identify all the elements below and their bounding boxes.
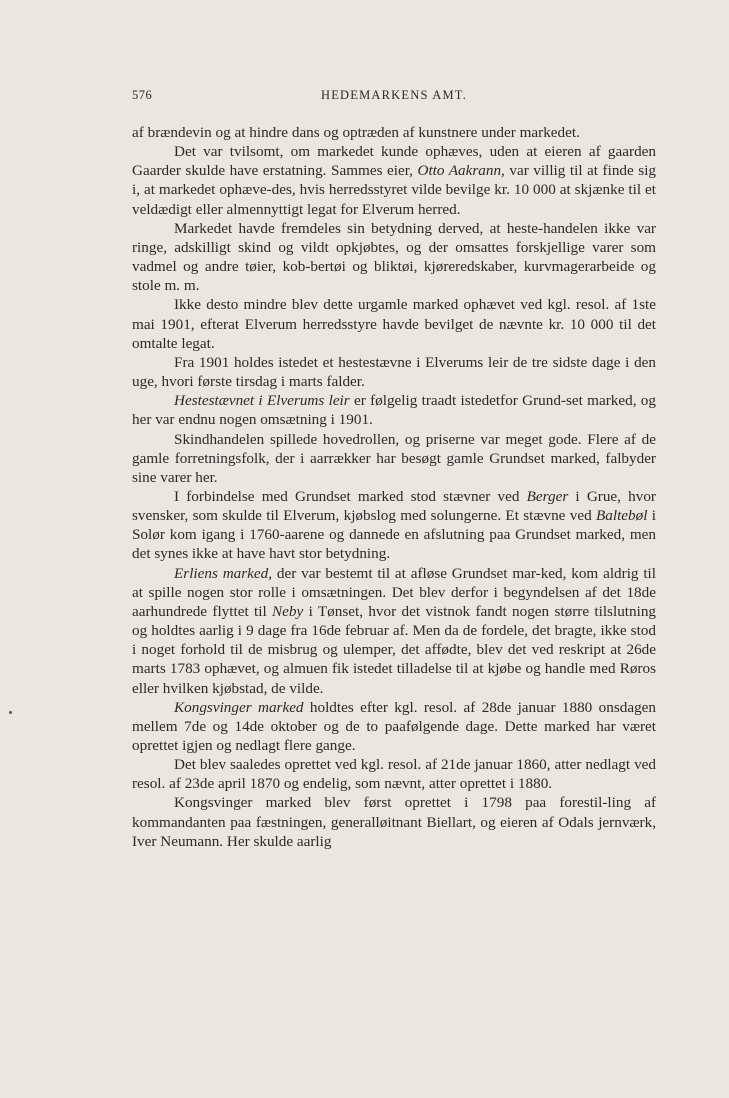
body-text bbox=[132, 123, 656, 851]
paragraph bbox=[132, 353, 656, 391]
paragraph bbox=[132, 793, 656, 850]
paragraph bbox=[132, 487, 656, 564]
italic-phrase: Berger bbox=[526, 487, 569, 505]
paragraph bbox=[132, 219, 656, 296]
page-header bbox=[132, 88, 656, 108]
text-run: er følgelig traadt istedetfor Grund-set marked, og her var endnu nogen omsætning i 1901. bbox=[132, 392, 656, 429]
paragraph bbox=[132, 391, 656, 429]
margin-speck bbox=[9, 711, 12, 714]
italic-phrase: Kongsvinger marked bbox=[174, 698, 304, 716]
italic-phrase: Neby bbox=[272, 602, 304, 620]
text-run: Det blev saaledes oprettet ved kgl. resol. af 21de januar 1860, atter nedlagt ved resol. af 23de april 1870 og endelig, som nævnt, atter oprettet i 1880. bbox=[132, 756, 656, 793]
text-run: Markedet havde fremdeles sin betydning derved, at heste-handelen ikke var ringe, adskilligt skind og vildt opkjøbtes, og der omsattes forskjellige varer som vadmel og andre tøier, kob-bertøi og bliktøi, kjøreredskaber, kurvmagerarbeide og stole m. m. bbox=[132, 219, 656, 295]
italic-phrase: Otto Aakrann, bbox=[417, 162, 505, 180]
italic-phrase: Erliens marked, bbox=[174, 564, 273, 582]
text-run: i Tønset, hvor det vistnok fandt nogen større tilslutning og holdtes aarlig i 9 dage fra 16de februar af. Men da de fordele, det bragte, ikke stod i noget forhold til de misbrug og ulemper, det affødte, blev det ved reskript at 26de marts 1783 ophævet, og almuen fik istedet tilladelse til at kjøbe og handle med Røros eller hvilken kjøbstad, de vilde. bbox=[132, 602, 657, 697]
paragraph bbox=[132, 755, 656, 793]
text-run: Det var tvilsomt, om markedet kunde ophæves, uden at eieren af gaarden Gaarder skulde have erstatning. Sammes eier, bbox=[132, 143, 656, 180]
text-run: var villig til at finde sig i, at markedet ophæve-des, hvis herredsstyret vilde bevilge kr. 10 000 at skjænke til et veldædigt eller almennyttigt legat for Elverum herred. bbox=[132, 162, 657, 218]
paragraph bbox=[132, 142, 656, 219]
text-run: I forbindelse med Grundset marked stod stævner ved bbox=[174, 487, 527, 505]
paragraph bbox=[132, 295, 656, 352]
text-run: i Grue, hvor svensker, som skulde til Elverum, kjøbslog med solungerne. Et stævne ved bbox=[132, 487, 656, 525]
italic-phrase: Hestestævnet i Elverums leir bbox=[174, 392, 350, 410]
text-run: Kongsvinger marked blev først oprettet i 1798 paa forestil-ling af kommandanten paa fæstningen, generalløitnant Biellart, og eieren af Odals jernværk, Iver Neumann. Her skulde aarlig bbox=[132, 794, 656, 850]
page-number: 576 bbox=[132, 88, 153, 102]
text-run: Fra 1901 holdes istedet et hestestævne i Elverums leir de tre sidste dage i den uge, hvori første tirsdag i marts falder. bbox=[132, 353, 656, 391]
text-run: af brændevin og at hindre dans og optræden af kunstnere under markedet. bbox=[132, 124, 580, 141]
paragraph bbox=[132, 123, 656, 142]
text-run: holdtes efter kgl. resol. af 28de januar 1880 onsdagen mellem 7de og 14de oktober og de to paafølgende dage. Dette marked har været oprettet igjen og nedlagt flere gange. bbox=[132, 698, 656, 754]
text-run: i Solør kom igang i 1760-aarene og dannede en afslutning paa Grundset marked, men det synes ikke at have havt stor betydning. bbox=[132, 507, 656, 563]
paragraph bbox=[132, 430, 656, 487]
running-title: HEDEMARKENS AMT. bbox=[320, 88, 468, 102]
paragraph bbox=[132, 564, 656, 698]
italic-phrase: Baltebøl bbox=[595, 507, 648, 525]
paragraph bbox=[132, 698, 656, 755]
text-run: Skindhandelen spillede hovedrollen, og priserne var meget gode. Flere af de gamle forretningsfolk, der i aarrækker har besøgt gamle Grundset marked, falbyder sine varer her. bbox=[132, 430, 656, 486]
text-run: Ikke desto mindre blev dette urgamle marked ophævet ved kgl. resol. af 1ste mai 1901, efterat Elverum herredsstyre havde bevilget de nævnte kr. 10 000 til det omtalte legat. bbox=[132, 296, 656, 352]
text-run: der var bestemt til at afløse Grundset mar-ked, kom aldrig til at spille nogen stor rolle i omsætningen. Det blev derfor i begyndelsen af det 18de aarhundrede flyttet til bbox=[132, 564, 657, 620]
